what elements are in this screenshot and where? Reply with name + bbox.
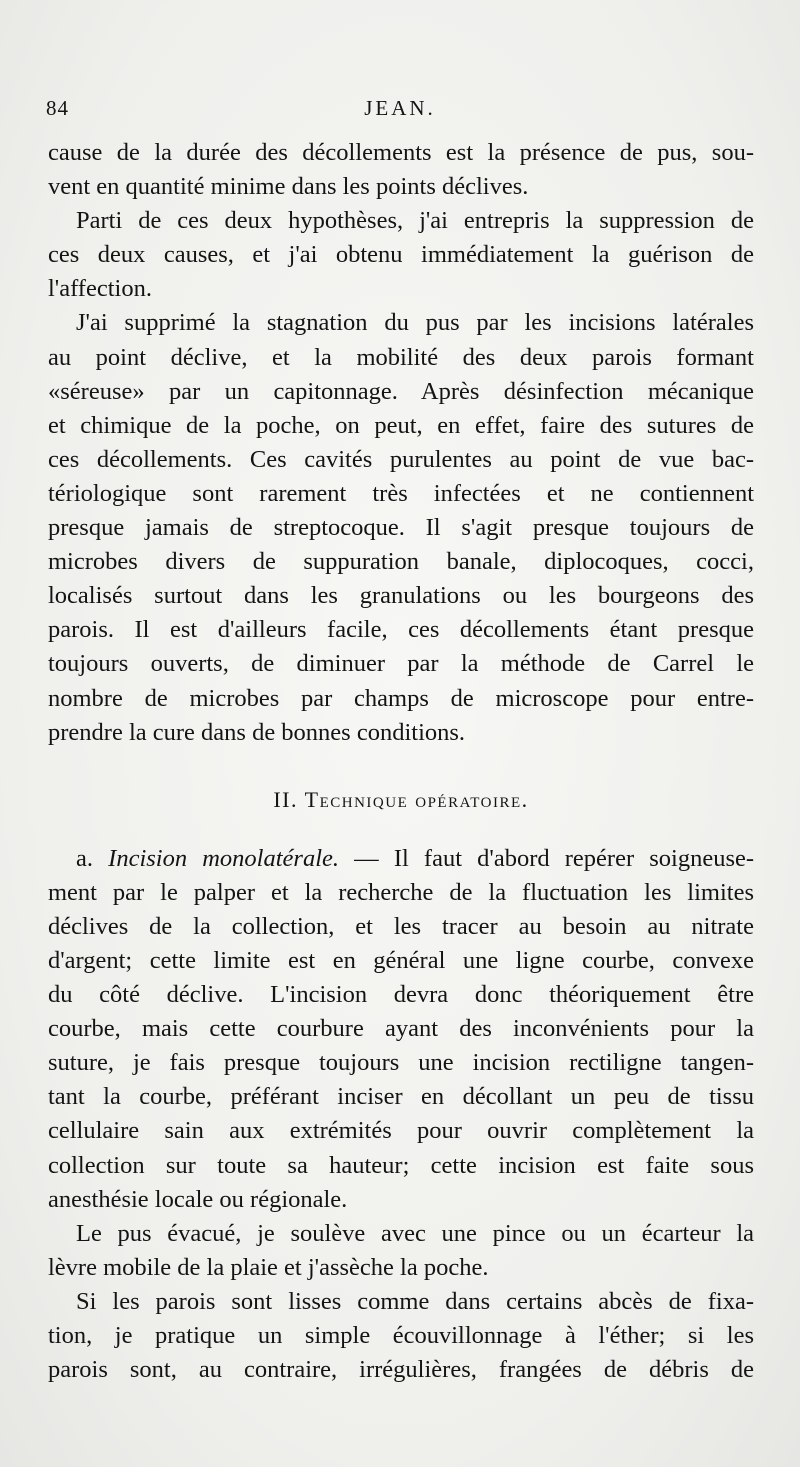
section-number: II. bbox=[273, 786, 299, 812]
text-line: du côté déclive. L'incision devra donc théoriquement être bbox=[48, 981, 754, 1009]
page-header bbox=[42, 96, 758, 126]
text-line: J'ai supprimé la stagnation du pus par les incisions latérales bbox=[76, 309, 754, 337]
section-heading bbox=[48, 750, 754, 842]
text-fragment: Il faut d'abord repérer soigneuse- bbox=[393, 844, 754, 872]
text-line: localisés surtout dans les granulations ou les bourgeons des bbox=[48, 582, 754, 610]
text-line: ces deux causes, et j'ai obtenu immédiatement la guérison de bbox=[48, 241, 754, 269]
text-line: ces décollements. Ces cavités purulentes au point de vue bac- bbox=[48, 445, 754, 473]
text-line: Le pus évacué, je soulève avec une pince ou un écarteur la bbox=[76, 1219, 754, 1247]
text-line: ment par le palper et la recherche de la fluctuation les limites bbox=[48, 878, 754, 906]
subsection-title: Incision monolatérale. bbox=[108, 844, 340, 872]
text-line: Parti de ces deux hypothèses, j'ai entrepris la suppression de bbox=[76, 207, 754, 235]
text-line: suture, je fais presque toujours une incision rectiligne tangen- bbox=[48, 1049, 754, 1077]
text-line: tériologique sont rarement très infectées et ne contiennent bbox=[48, 479, 754, 507]
text-line: l'affection. bbox=[48, 275, 152, 303]
text-line: et chimique de la poche, on peut, en effet, faire des sutures de bbox=[48, 411, 754, 439]
text-line: nombre de microbes par champs de microscope pour entre- bbox=[48, 684, 754, 712]
text-line: toujours ouverts, de diminuer par la méthode de Carrel le bbox=[48, 650, 754, 678]
subsection-first-line bbox=[48, 842, 754, 876]
body-text bbox=[48, 136, 754, 1387]
text-line: microbes divers de suppuration banale, diplocoques, cocci, bbox=[48, 548, 754, 576]
text-line: cellulaire sain aux extrémités pour ouvrir complètement la bbox=[48, 1117, 754, 1145]
text-line: tant la courbe, préférant inciser en décollant un peu de tissu bbox=[48, 1083, 754, 1111]
text-line: d'argent; cette limite est en général une ligne courbe, convexe bbox=[48, 946, 754, 974]
page-number: 84 bbox=[46, 96, 69, 120]
running-head: JEAN. bbox=[364, 96, 436, 120]
text-line: anesthésie locale ou régionale. bbox=[48, 1185, 348, 1213]
text-line: au point déclive, et la mobilité des deux parois formant bbox=[48, 343, 754, 371]
text-line: collection sur toute sa hauteur; cette incision est faite sous bbox=[48, 1151, 754, 1179]
text-line: vent en quantité minime dans les points déclives. bbox=[48, 173, 529, 201]
text-line: «séreuse» par un capitonnage. Après désinfection mécanique bbox=[48, 377, 754, 405]
subsection-label: a. bbox=[76, 844, 93, 872]
text-line: parois. Il est d'ailleurs facile, ces décollements étant presque bbox=[48, 616, 754, 644]
subsection-dash: — bbox=[339, 844, 394, 872]
text-line: lèvre mobile de la plaie et j'assèche la poche. bbox=[48, 1253, 489, 1281]
text-line: prendre la cure dans de bonnes conditions. bbox=[48, 718, 466, 746]
text-line: déclives de la collection, et les tracer au besoin au nitrate bbox=[48, 912, 754, 940]
text-line: tion, je pratique un simple écouvillonnage à l'éther; si les bbox=[48, 1322, 754, 1349]
text-line: cause de la durée des décollements est la présence de pus, sou- bbox=[48, 139, 754, 166]
text-line: Si les parois sont lisses comme dans certains abcès de fixa- bbox=[76, 1287, 754, 1315]
text-line: presque jamais de streptocoque. Il s'agit presque toujours de bbox=[48, 514, 754, 542]
section-title-initial: T bbox=[304, 786, 320, 812]
section-title: echnique opératoire. bbox=[319, 786, 529, 812]
text-line: courbe, mais cette courbure ayant des inconvénients pour la bbox=[48, 1015, 754, 1043]
text-line: parois sont, au contraire, irrégulières, frangées de débris de bbox=[48, 1356, 754, 1384]
